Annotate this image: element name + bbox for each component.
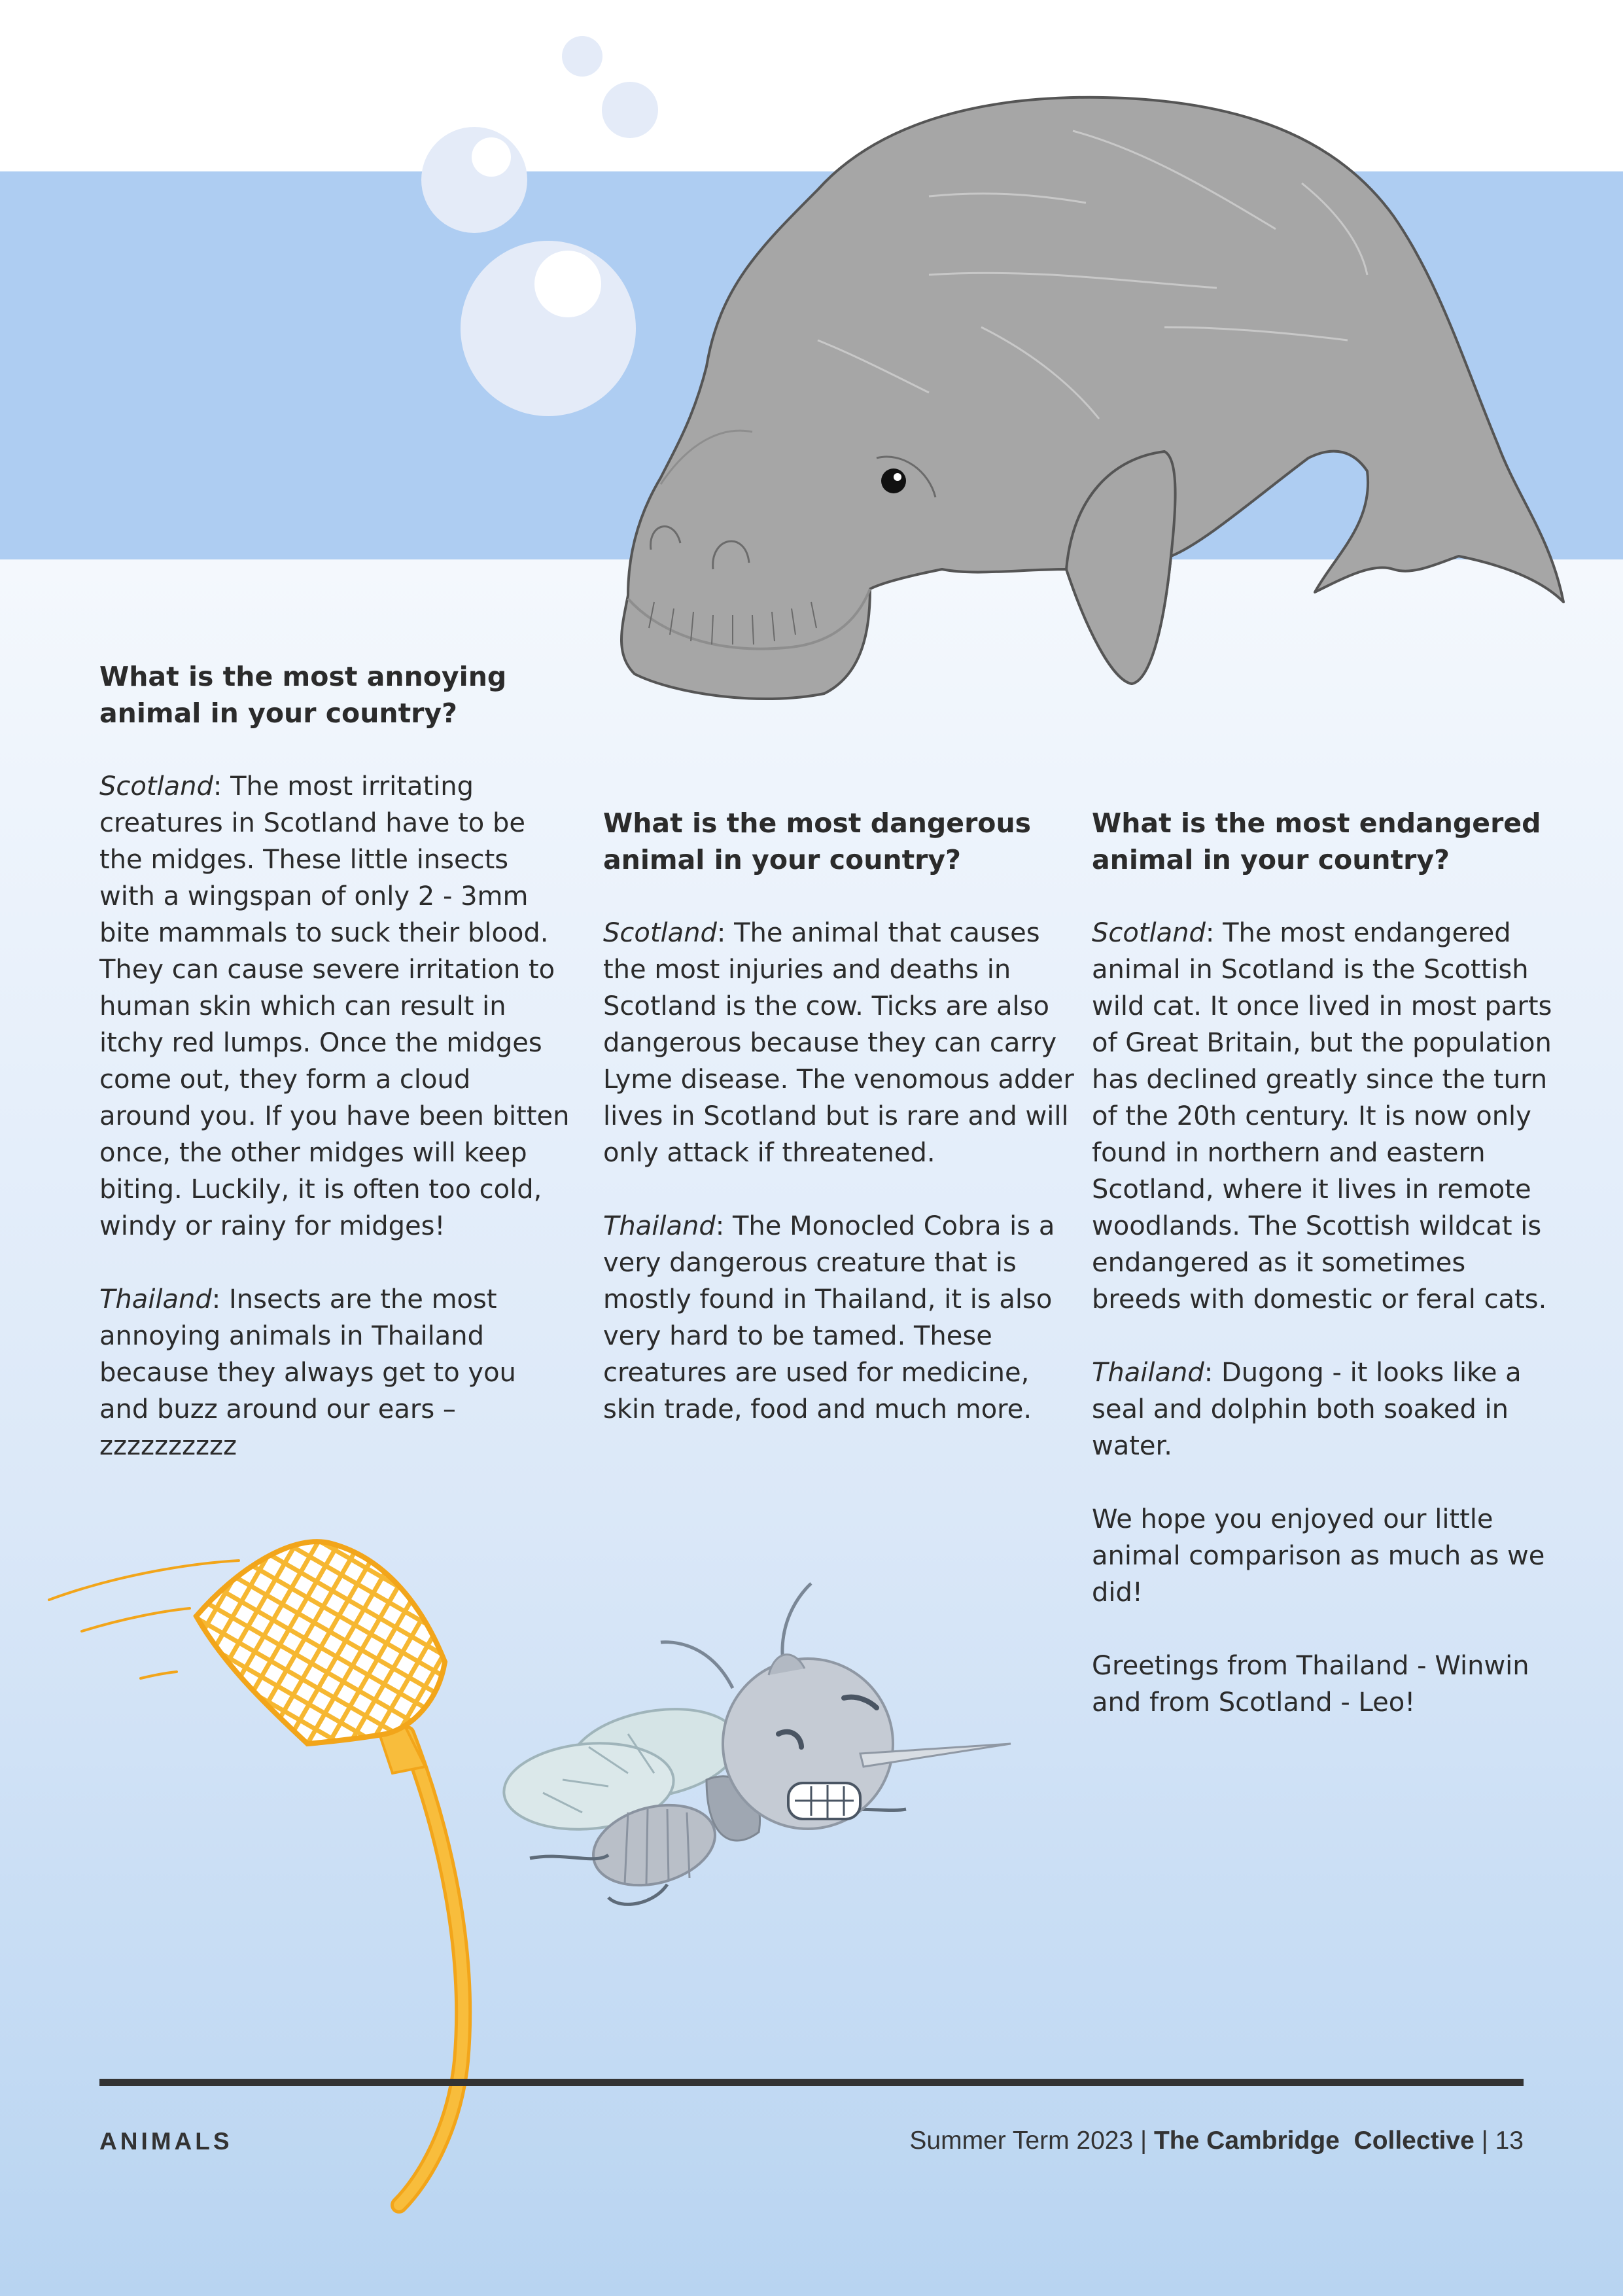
- footer-separator: |: [1140, 2127, 1147, 2155]
- endangered-scotland-paragraph: [1092, 915, 1563, 1318]
- dangerous-thailand-paragraph: [603, 1208, 1074, 1428]
- dangerous-scotland-paragraph: [603, 915, 1074, 1171]
- annoying-heading: What is the most annoying animal in your country?: [99, 661, 507, 729]
- scotland-label: Scotland: [1092, 918, 1206, 948]
- dangerous-animal-column: [603, 805, 1074, 1428]
- dangerous-thailand-text: : The Monocled Cobra is a very dangerous creature that is mostly found in Thailand, it is also very hard to be tamed. These creatures are used for medicine, skin trade, food and much more.: [603, 1211, 1055, 1424]
- bubbles-illustration: [421, 36, 658, 416]
- thailand-label: Thailand: [603, 1211, 716, 1241]
- dangerous-scotland-text: : The animal that causes the most injuries and deaths in Scotland is the cow. Ticks are also dangerous because they can carry Lyme disease. The venomous adder lives in Scotland but is rare and will only attack if threatened.: [603, 918, 1074, 1168]
- fly-swatter-illustration: [49, 1542, 463, 2205]
- annoying-animal-column: [99, 658, 570, 1464]
- endangered-thailand-paragraph: [1092, 1354, 1563, 1464]
- annoying-scotland-paragraph: [99, 768, 570, 1245]
- annoying-scotland-text: : The most irritating creatures in Scotland have to be the midges. These little insects with a wingspan of only 2 - 3mm bite mammals to suck their blood. They can cause severe irritation to human skin which can result in itchy red lumps. Once the midges come out, they form a cloud around you. If you have been bitten once, the other midges will keep biting. Luckily, it is often too cold, windy or rainy for midges!: [99, 771, 570, 1241]
- footer-info: [909, 2127, 1524, 2155]
- dangerous-heading: What is the most dangerous animal in your country?: [603, 807, 1032, 875]
- endangered-animal-column: [1092, 805, 1563, 1721]
- mosquito-illustration: [500, 1583, 1011, 1904]
- annoying-thailand-text: : Insects are the most annoying animals in Thailand because they always get to you and buzz around our ears – zzzzzzzzzz: [99, 1284, 516, 1461]
- scotland-label: Scotland: [603, 918, 717, 948]
- greeting-paragraph: Greetings from Thailand - Winwin and from Scotland - Leo!: [1092, 1651, 1529, 1718]
- thailand-label: Thailand: [1092, 1358, 1204, 1388]
- footer-divider: [99, 2079, 1524, 2086]
- scotland-label: Scotland: [99, 771, 213, 802]
- footer-separator: |: [1481, 2127, 1488, 2155]
- endangered-scotland-text: : The most endangered animal in Scotland is the Scottish wild cat. It once lived in most parts of Great Britain, but the population has declined greatly since the turn of the 20th century. It is now only found in northern and eastern Scotland, where it lives in remote woodlands. The Scottish wildcat is endangered as it sometimes breeds with domestic or feral cats.: [1092, 918, 1552, 1315]
- annoying-thailand-paragraph: [99, 1281, 570, 1464]
- term-label: Summer Term 2023: [909, 2127, 1134, 2155]
- endangered-heading: What is the most endangered animal in your country?: [1092, 807, 1541, 875]
- thailand-label: Thailand: [99, 1284, 212, 1315]
- dugong-illustration: [621, 97, 1563, 699]
- section-label: ANIMALS: [99, 2128, 233, 2155]
- closing-paragraph: We hope you enjoyed our little animal comparison as much as we did!: [1092, 1504, 1545, 1608]
- page-number: 13: [1495, 2127, 1524, 2155]
- endangered-thailand-text: : Dugong - it looks like a seal and dolphin both soaked in water.: [1092, 1358, 1522, 1461]
- publication-name: The Cambridge Collective: [1153, 2127, 1475, 2155]
